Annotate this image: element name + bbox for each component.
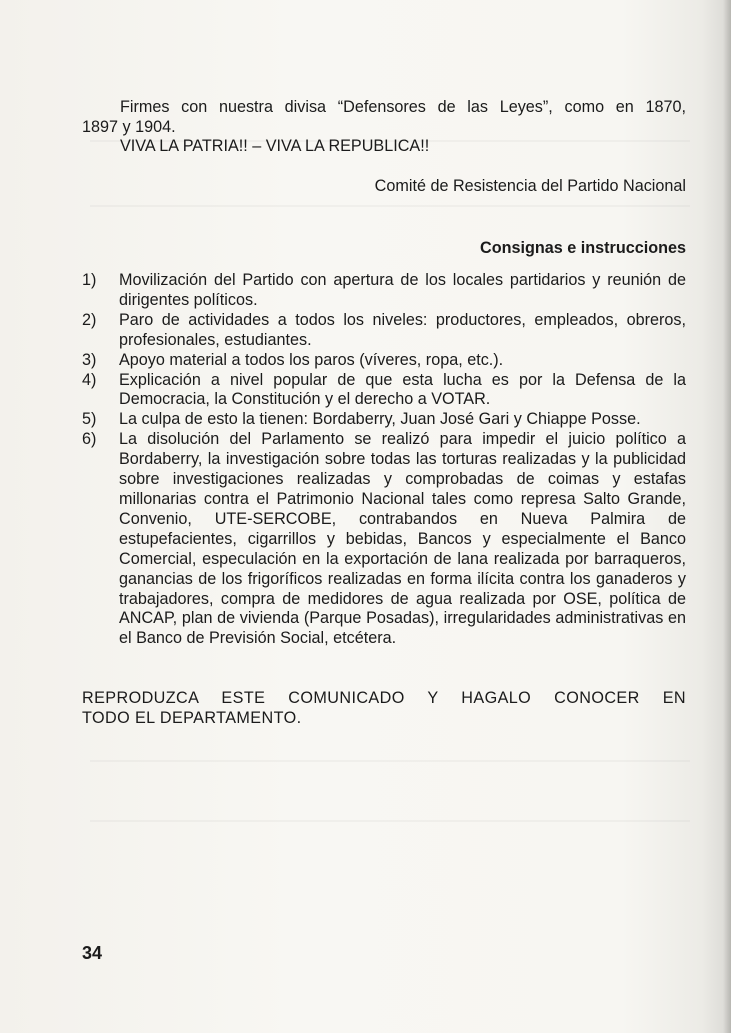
item-number: 4)	[82, 370, 97, 389]
item-number: 3)	[82, 350, 97, 369]
page-edge-shadow	[723, 0, 731, 1033]
list-item	[82, 410, 686, 430]
bleed-through-mark	[90, 820, 690, 822]
item-text: La disolución del Parlamento se realizó para impedir el juicio político a Bordaberry, la investigación sobre todas las torturas realizadas y la publicidad sobre investigaciones realizadas y comprobadas de coimas y estafas millonarias contra el Patrimonio Nacional tales como represa Salto Grande, Convenio, UTE-SERCOBE, contrabandos en Nueva Palmira de estupefacientes, cigarrillos y bebidas, Bancos y especialmente el Banco Comercial, especulación en la exportación de lana realizada por barraqueros, ganancias de los frigoríficos realizadas en forma ilícita contra los ganaderos y trabajadores, compra de medidores de agua realizada por OSE, política de ANCAP, plan de vivienda (Parque Posadas), irregularidades administrativas en el Banco de Previsión Social, etcétera.	[119, 430, 686, 648]
section-heading: Consignas e instrucciones	[480, 239, 686, 257]
item-text: La culpa de esto la tienen: Bordaberry, Juan José Gari y Chiappe Posse.	[119, 410, 641, 429]
item-number: 5)	[82, 410, 97, 429]
item-number: 6)	[82, 430, 97, 449]
item-number: 2)	[82, 310, 97, 329]
closing-line-1: REPRODUZCA ESTE COMUNICADO Y HAGALO CONOCER EN	[82, 689, 686, 707]
item-text: Paro de actividades a todos los niveles: productores, empleados, obreros, profesionales, estudiantes.	[119, 310, 686, 349]
item-text: Apoyo material a todos los paros (víveres, ropa, etc.).	[119, 350, 504, 369]
bleed-through-mark	[90, 205, 690, 207]
list-item	[82, 271, 686, 311]
intro-line-2: 1897 y 1904.	[82, 117, 176, 136]
list-item	[82, 311, 686, 351]
closing-paragraph	[82, 688, 686, 728]
list-item	[82, 371, 686, 411]
list-item	[82, 351, 686, 371]
instructions-list	[82, 271, 686, 649]
list-item	[82, 430, 686, 649]
intro-paragraph	[82, 98, 686, 157]
item-text: Movilización del Partido con apertura de los locales partidarios y reunión de dirigentes políticos.	[119, 271, 686, 309]
viva-slogan: VIVA LA PATRIA!! – VIVA LA REPUBLICA!!	[120, 137, 430, 156]
bleed-through-mark	[90, 760, 690, 762]
page-number: 34	[82, 943, 103, 963]
item-text: Explicación a nivel popular de que esta lucha es por la Defensa de la Democracia, la Constitución y el derecho a VOTAR.	[119, 370, 686, 409]
signature-line: Comité de Resistencia del Partido Nacional	[374, 177, 686, 195]
item-number: 1)	[82, 271, 97, 289]
intro-line-1: Firmes con nuestra divisa “Defensores de las Leyes”, como en 1870,	[120, 98, 686, 116]
closing-line-2: TODO EL DEPARTAMENTO.	[82, 709, 302, 727]
